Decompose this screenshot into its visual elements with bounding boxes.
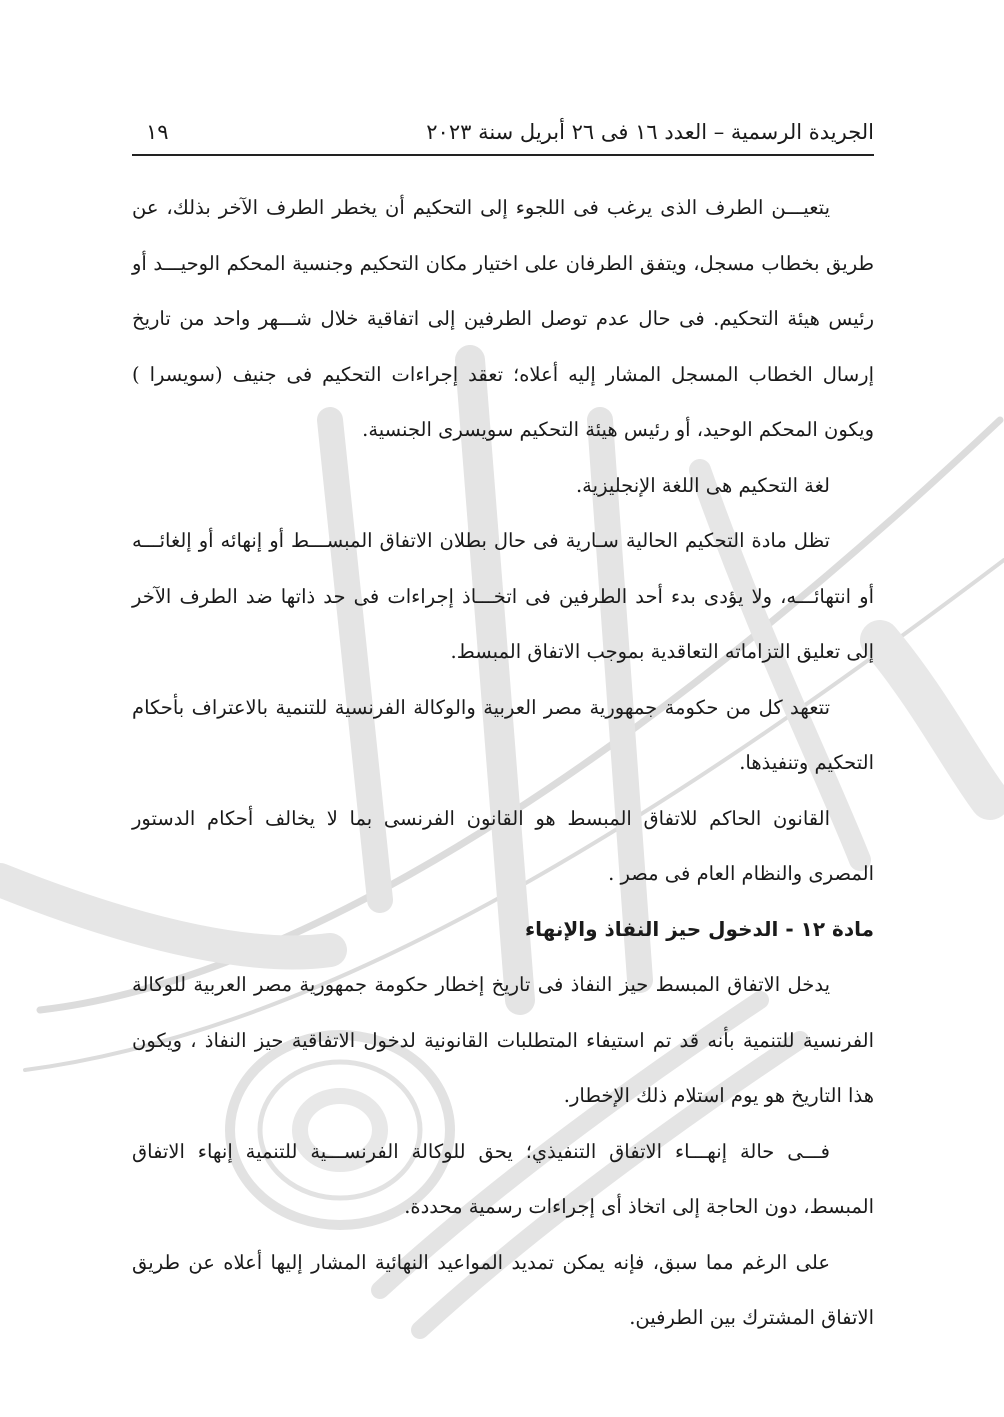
paragraph-award-recognition: تتعهد كل من حكومة جمهورية مصر العربية والوكالة الفرنسية للتنمية بالاعتراف بأحكام التحكيم وتنفيذها. [132, 695, 874, 774]
document-body [132, 180, 874, 1346]
paragraph-entry-into-force: يدخل الاتفاق المبسط حيز النفاذ فى تاريخ إخطار حكومة جمهورية مصر العربية للوكالة الفرنسية للتنمية بأنه قد تم استيفاء المتطلبات القانونية لدخول الاتفاقية حيز النفاذ ، ويكون هذا التاريخ هو يوم استلام ذلك الإخطار. [132, 973, 874, 1107]
paragraph-termination: فـــى حالة إنهـــاء الاتفاق التنفيذي؛ يحق للوكالة الفرنســـية للتنمية إنهاء الاتفاق المبسط، دون الحاجة إلى اتخاذ أى إجراءات رسمية محددة. [132, 1139, 874, 1218]
page-number: ١٩ [146, 120, 169, 144]
article-12-heading: مادة ١٢ - الدخول حيز النفاذ والإنهاء [524, 916, 874, 941]
paragraph-arbitration-notice: يتعيـــن الطرف الذى يرغب فى اللجوء إلى التحكيم أن يخطر الطرف الآخر بذلك، عن طريق بخطاب مسجل، ويتفق الطرفان على اختيار مكان التحكيم وجنسية المحكم الوحيـــد أو رئيس هيئة التحكيم. فى حال عدم توصل الطرفين إلى اتفاقية خلال شـــهر واحد من تاريخ إرسال الخطاب المسجل المشار إليه أعلاه؛ تعقد إجراءات التحكيم فى جنيف (سويسرا ) ويكون المحكم الوحيد، أو رئيس هيئة التحكيم سويسرى الجنسية. [132, 196, 874, 441]
paragraph-deadline-extension: على الرغم مما سبق، فإنه يمكن تمديد المواعيد النهائية المشار إليها أعلاه عن طريق الاتفاق المشترك بين الطرفين. [132, 1250, 874, 1329]
gazette-title: الجريدة الرسمية – العدد ١٦ فى ٢٦ أبريل سنة ٢٠٢٣ [426, 120, 874, 144]
paragraph-arbitration-validity: تظل مادة التحكيم الحالية سـارية فى حال بطلان الاتفاق المبســـط أو إنهائه أو إلغائـــه أو انتهائـــه، ولا يؤدى بدء أحد الطرفين فى اتخـــاذ إجراءات فى حد ذاتها ضد الطرف الآخر إلى تعليق التزاماته التعاقدية بموجب الاتفاق المبسط. [132, 529, 874, 663]
header-divider [132, 154, 874, 156]
page-header [132, 112, 874, 152]
paragraph-governing-law: القانون الحاكم للاتفاق المبسط هو القانون الفرنسى بما لا يخالف أحكام الدستور المصرى والنظام العام فى مصر . [132, 806, 874, 885]
paragraph-arbitration-language: لغة التحكيم هى اللغة الإنجليزية. [575, 473, 830, 497]
